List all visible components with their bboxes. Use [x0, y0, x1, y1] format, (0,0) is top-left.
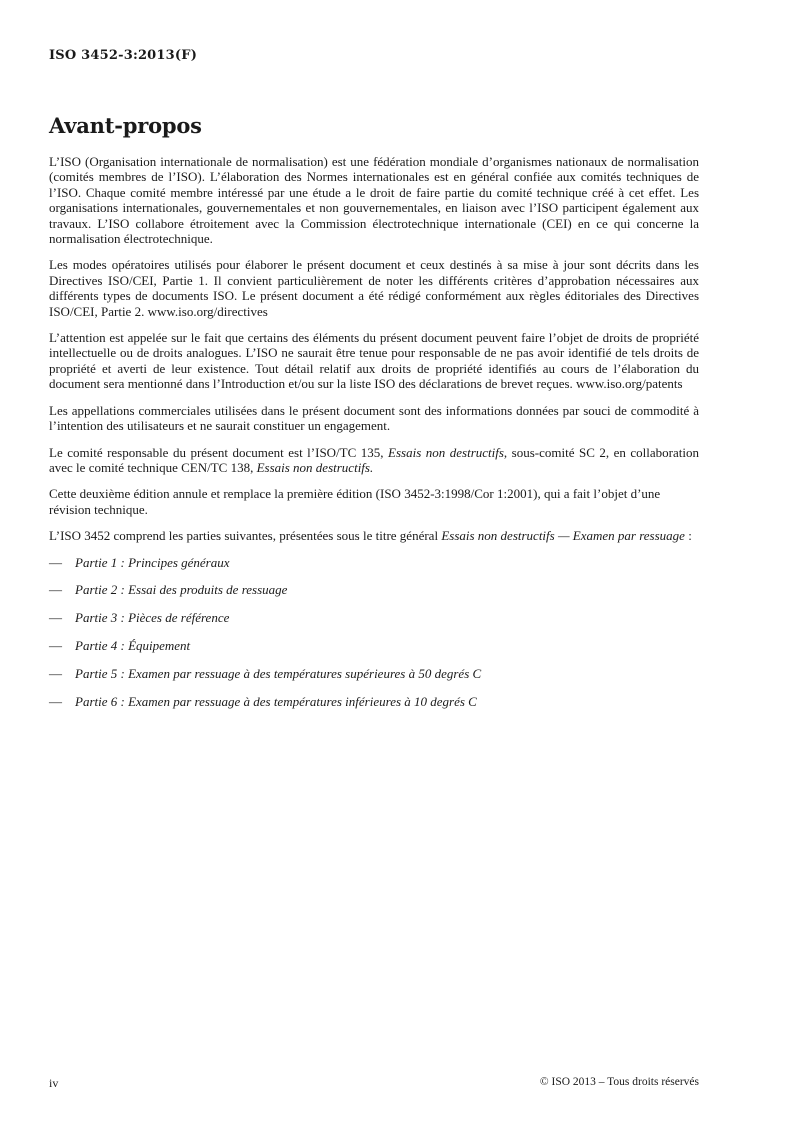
list-item-label: Partie 4 : Équipement: [75, 638, 191, 654]
list-item-label: Partie 3 : Pièces de référence: [75, 610, 230, 626]
committee-title-italic-1: Essais non destructifs: [388, 444, 504, 460]
list-item: [49, 555, 699, 570]
list-dash: —: [49, 638, 62, 654]
list-item: [49, 666, 699, 681]
list-dash: —: [49, 554, 62, 570]
list-item: [49, 582, 699, 597]
page-number: iv: [49, 1076, 59, 1090]
paragraph-trade-names: Les appellations commerciales utilisées dans le présent document sont des informations données par souci de commodité à l’intention des utilisateurs et ne saurait constituer un engagement.: [49, 402, 699, 434]
committee-text-2: , sous-comité SC 2, en collaboration avec le comité technique CEN/TC 138,: [49, 444, 699, 475]
document-reference: ISO 3452-3:2013(F): [49, 48, 198, 63]
parts-intro-text: L’ISO 3452 comprend les parties suivantes, présentées sous le titre général: [49, 528, 442, 544]
paragraph-edition: Cette deuxième édition annule et remplace la première édition (ISO 3452-3:1998/Cor 1:2001), qui a fait l’objet d’une révision technique.: [49, 486, 661, 517]
list-dash: —: [49, 582, 62, 598]
paragraph-parts-intro: [49, 528, 699, 543]
paragraph-procedures: Les modes opératoires utilisés pour élaborer le présent document et ceux destinés à sa mise à jour sont décrits dans les Directives ISO/CEI, Partie 1. Il convient particulièrement de noter les différents critères d’approbation nécessaires aux différents types de documents ISO. Le présent document a été rédigé conformément aux règles éditoriales des Directives ISO/CEI, Partie 2. www.iso.org/directives: [49, 257, 699, 319]
parts-intro-colon: :: [684, 528, 692, 544]
committee-title-italic-2: Essais non destructifs.: [256, 459, 374, 475]
parts-list: [49, 555, 699, 710]
copyright-notice: © ISO 2013 – Tous droits réservés: [539, 1076, 699, 1088]
list-item-label: Partie 5 : Examen par ressuage à des températures supérieures à 50 degrés C: [75, 666, 482, 682]
paragraph-patents: L’attention est appelée sur le fait que certains des éléments du présent document peuvent faire l’objet de droits de propriété intellectuelle ou de droits analogues. L’ISO ne saurait être tenue pour responsable de ne pas avoir identifié de tels droits de propriété et averti de leur existence. Tout détail relatif aux droits de propriété identifiés au cours de l’élaboration du document sera mentionné dans l’Introduction et/ou sur la liste ISO des déclarations de brevet reçues. www.iso.org/patents: [49, 330, 699, 392]
list-dash: —: [49, 694, 62, 710]
foreword-body: [49, 154, 699, 722]
paragraph-iso-organisation: L’ISO (Organisation internationale de normalisation) est une fédération mondiale d’organismes nationaux de normalisation (comités membres de l’ISO). L’élaboration des Normes internationales est en général confiée aux comités techniques de l’ISO. Chaque comité membre intéressé par une étude a le droit de faire partie du comité technique créé à cet effet. Les organisations internationales, gouvernementales et non gouvernementales, en liaison avec l’ISO participent également aux travaux. L’ISO collabore étroitement avec la Commission électrotechnique internationale (CEI) en ce qui concerne la normalisation électrotechnique.: [49, 154, 699, 247]
paragraph-committee: [49, 445, 699, 476]
list-item: [49, 610, 699, 625]
list-item: [49, 638, 699, 653]
list-item: [49, 694, 699, 709]
list-dash: —: [49, 666, 62, 682]
list-item-label: Partie 2 : Essai des produits de ressuage: [75, 582, 288, 598]
page-title: Avant-propos: [49, 113, 202, 138]
parts-general-title: Essais non destructifs — Examen par ressuage: [441, 528, 685, 544]
list-dash: —: [49, 610, 62, 626]
committee-text-1: Le comité responsable du présent document est l’ISO/TC 135,: [49, 444, 389, 460]
list-item-label: Partie 6 : Examen par ressuage à des températures inférieures à 10 degrés C: [75, 694, 477, 710]
list-item-label: Partie 1 : Principes généraux: [75, 554, 230, 570]
